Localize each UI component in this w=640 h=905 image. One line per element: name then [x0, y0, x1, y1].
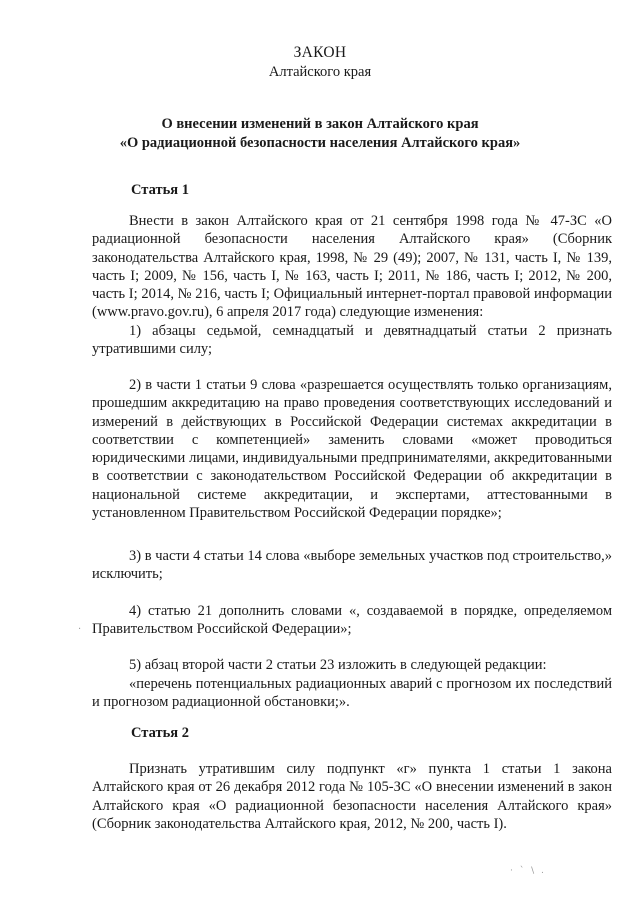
scan-speck: · [78, 624, 82, 635]
article-2-text: Признать утратившим силу подпункт «г» пункта 1 статьи 1 закона Алтайского края от 26 декабря 2012 года № 105-ЗС «О внесении изменений в закон Алтайского края «О радиационной безопасности населения Алтайского края» (Сборник законодательства Алтайского края, 2012, № 200, часть I). [92, 761, 612, 832]
article-1-item-4: 4) статью 21 дополнить словами «, создаваемой в порядке, определяемом Правительством Российской Федерации»; [92, 603, 612, 638]
article-1-item-1: 1) абзацы седьмой, семнадцатый и девятнадцатый статьи 2 признать утратившими силу; [92, 323, 612, 358]
document-region: Алтайского края [268, 64, 372, 80]
article-1-heading: Статья 1 [131, 182, 189, 198]
document-title-line-2: «О радиационной безопасности населения Алтайского края» [119, 135, 521, 151]
article-1-item-5-quote: «перечень потенциальных радиационных аварий с прогнозом их последствий и прогнозом радиационной обстановки;». [92, 676, 612, 711]
article-1-item-2: 2) в части 1 статьи 9 слова «разрешается осуществлять только организациям, прошедшим аккредитацию на право проведения соответствующих исследований и измерений в действующих в Российской Федерации системах аккредитации в соответствии с компетенцией» заменить словами «может проводиться юридическими лицами, индивидуальными предпринимателями, аккредитованными в соответствии с законодательством Российской Федерации об аккредитации в национальной системе аккредитации, и экспертами, аттестованными в установленном Правительством Российской Федерации порядке»; [92, 377, 612, 522]
article-1-intro: Внести в закон Алтайского края от 21 сентября 1998 года № 47-ЗС «О радиационной безопасности населения Алтайского края» (Сборник законодательства Алтайского края, 1998, № 29 (49); 2007, № 131, часть I, № 139, часть I; 2009, № 156, часть I, № 163, часть I; 2011, № 186, часть I; 2012, № 200, часть I; 2014, № 216, часть I; Официальный интернет-портал правовой информации (www.pravo.gov.ru), 6 апреля 2017 года) следующие изменения: [92, 213, 612, 321]
article-1-item-5: 5) абзац второй части 2 статьи 23 изложить в следующей редакции: [129, 657, 547, 673]
scan-speck-cluster: · ` \ . [510, 866, 546, 876]
document-title-line-1: О внесении изменений в закон Алтайского края [161, 116, 479, 132]
article-2-heading: Статья 2 [131, 725, 189, 741]
article-1-item-3: 3) в части 4 статьи 14 слова «выборе земельных участков под строительство,» исключить; [92, 548, 612, 583]
document-type: ЗАКОН [293, 44, 347, 61]
